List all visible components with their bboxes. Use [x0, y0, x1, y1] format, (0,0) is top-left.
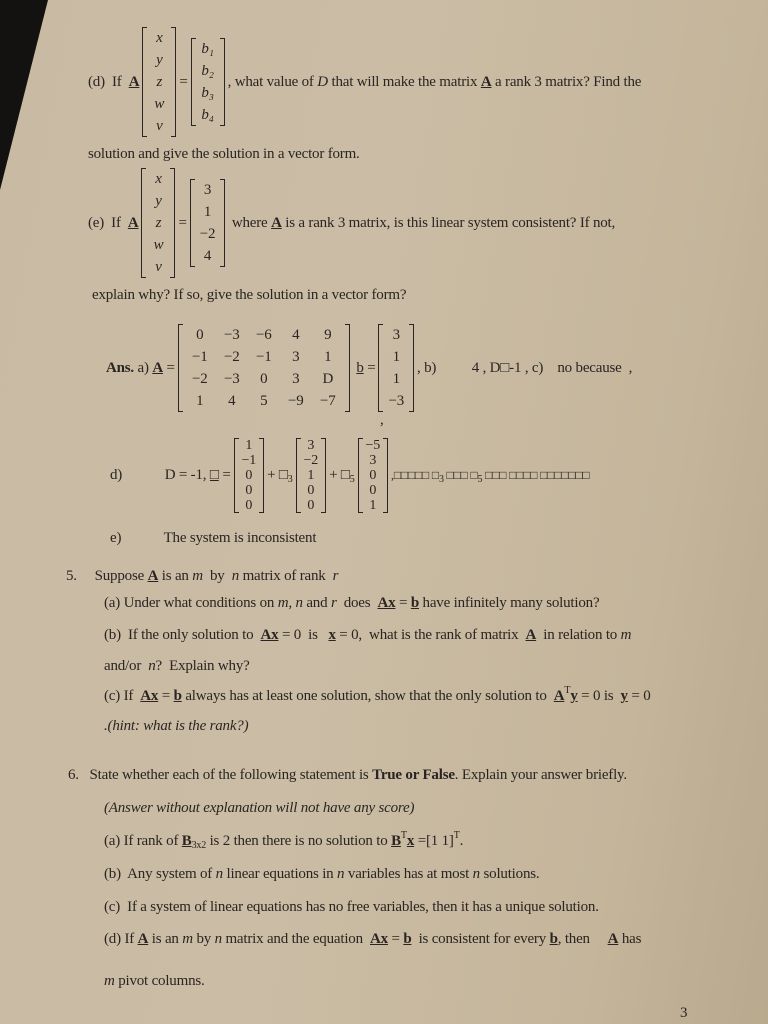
text-segment: 5. Suppose: [66, 568, 148, 584]
text-segment: that will make the matrix: [327, 73, 481, 90]
matrix-cell: w: [153, 237, 164, 253]
matrix-cell: w: [154, 96, 165, 112]
text-segment: has: [618, 931, 642, 947]
matrix-row: [197, 38, 219, 60]
matrix-cell: z: [155, 215, 162, 231]
matrix-row: [196, 245, 220, 267]
text-segment: A: [525, 627, 537, 643]
text-segment: , what value of: [227, 73, 318, 90]
matrix-row: [240, 438, 259, 453]
text-segment: □: [209, 467, 219, 483]
matrix-cell: 1: [369, 498, 377, 513]
matrix-cell: 5: [260, 393, 268, 409]
text-segment: + □: [267, 467, 288, 483]
text-segment: (e) If: [88, 214, 128, 231]
text-segment: 5: [349, 474, 355, 485]
answer-comma: [380, 412, 384, 429]
text-segment: b: [356, 359, 364, 376]
text-segment: Ax: [370, 931, 388, 947]
text-segment: 5: [477, 474, 483, 485]
question-4d-line-1: [88, 27, 641, 137]
question-6d-line-2: [104, 973, 205, 990]
matrix-cell: −2: [303, 453, 319, 468]
matrix-cell: 0: [245, 468, 253, 483]
matrix-row: [148, 93, 170, 115]
matrix-cell: 1: [196, 393, 204, 409]
question-6b: [104, 866, 539, 883]
text-segment: n: [472, 866, 480, 882]
question-5: [66, 568, 338, 585]
text-segment: Ans.: [106, 359, 134, 376]
matrix-cell: −1: [256, 349, 272, 365]
text-segment: A: [137, 931, 149, 947]
text-segment: x: [328, 627, 336, 643]
matrix-cell: 0: [369, 483, 377, 498]
text-segment: matrix and the equation: [221, 931, 370, 947]
matrix: [295, 438, 328, 513]
matrix: [189, 179, 227, 267]
matrix-row: [364, 453, 383, 468]
matrix-row: [302, 468, 321, 483]
matrix-cell: 3: [292, 371, 300, 387]
text-segment: . Explain your answer briefly.: [454, 767, 627, 783]
text-segment: + □: [329, 467, 350, 483]
text-segment: =: [162, 359, 175, 376]
text-segment: d) D = -1,: [110, 467, 210, 483]
matrix-row: [147, 212, 169, 234]
matrix-cell: b₃: [201, 85, 214, 101]
text-segment: n: [231, 568, 240, 584]
text-segment: y: [570, 688, 578, 704]
text-segment: 6. State whether each of the following statement is: [68, 767, 373, 783]
text-segment: (b) If the only solution to: [104, 627, 261, 643]
matrix-row: [197, 82, 219, 104]
text-segment: =: [387, 931, 404, 947]
question-5b-line-1: [104, 627, 631, 644]
text-segment: is an: [158, 568, 193, 584]
matrix-cell: −2: [199, 226, 216, 242]
matrix-row: [364, 468, 383, 483]
text-segment: B: [181, 833, 192, 849]
text-segment: A: [127, 214, 139, 231]
text-segment: (d) If: [88, 73, 129, 90]
text-segment: (d) If: [104, 931, 138, 947]
question-4e-line-2: [92, 287, 406, 304]
text-segment: T: [400, 830, 407, 841]
text-segment: is an: [148, 931, 183, 947]
matrix-cell: y: [155, 193, 162, 209]
text-segment: .: [459, 833, 464, 849]
matrix-row: [302, 438, 321, 453]
text-segment: (Answer without explanation will not have any score): [104, 800, 415, 816]
text-segment: and: [302, 595, 331, 611]
matrix-cell: −3: [224, 327, 240, 343]
text-segment: =: [178, 214, 187, 231]
matrix-cell: 3: [392, 327, 400, 343]
matrix-row: [184, 346, 344, 368]
matrix-row: [147, 256, 169, 278]
answer-e: [110, 530, 316, 547]
text-segment: where: [228, 214, 272, 231]
text-segment: (c) If: [104, 688, 141, 704]
text-segment: r: [332, 568, 339, 584]
text-segment: =: [395, 595, 411, 611]
text-segment: (a) If rank of: [104, 833, 182, 849]
question-6c: [104, 899, 599, 916]
question-5b-line-2: [104, 658, 250, 675]
text-segment: linear equations in: [222, 866, 338, 882]
matrix-cell: 0: [260, 371, 268, 387]
matrix-cell: −9: [288, 393, 304, 409]
text-segment: b: [403, 931, 412, 947]
matrix-cell: 3: [203, 182, 212, 198]
matrix-row: [148, 49, 170, 71]
text-segment: m: [104, 973, 115, 989]
text-segment: A: [271, 214, 282, 231]
matrix-row: [197, 104, 219, 126]
text-segment: = 0, what is the rank of matrix: [335, 627, 526, 643]
question-6-note: [104, 800, 414, 817]
text-segment: matrix of rank: [239, 568, 333, 584]
matrix-cell: 0: [307, 483, 315, 498]
text-segment: b: [549, 931, 558, 947]
matrix: [190, 38, 226, 126]
matrix-cell: 1: [392, 349, 400, 365]
matrix-row: [364, 483, 383, 498]
text-segment: pivot columns.: [114, 973, 205, 989]
matrix-cell: 3: [369, 453, 377, 468]
matrix-row: [147, 168, 169, 190]
text-segment: n: [148, 658, 156, 674]
matrix-row: [302, 453, 321, 468]
matrix-cell: 4: [228, 393, 236, 409]
matrix-cell: x: [156, 30, 163, 46]
text-segment: A: [480, 73, 492, 90]
text-segment: r: [330, 595, 337, 611]
text-segment: =: [158, 688, 174, 704]
text-segment: Ax: [140, 688, 159, 704]
matrix-row: [384, 390, 408, 412]
question-5c: [104, 685, 651, 705]
question-5a: [104, 595, 599, 612]
text-segment: e) The system is inconsistent: [110, 530, 317, 546]
matrix-cell: 0: [369, 468, 377, 483]
question-6a: [104, 830, 464, 851]
matrix-cell: 3: [307, 438, 315, 453]
text-segment: =: [179, 73, 188, 90]
text-segment: Ax: [377, 595, 396, 611]
text-segment: 3: [287, 474, 293, 485]
answer-d: [110, 438, 589, 513]
text-segment: have infinitely many solution?: [418, 595, 600, 611]
text-segment: B: [391, 833, 401, 849]
text-segment: (b) Any system of: [104, 866, 216, 882]
matrix-row: [148, 27, 170, 49]
matrix-cell: v: [156, 118, 163, 134]
matrix-row: [148, 71, 170, 93]
matrix-row: [240, 453, 259, 468]
text-segment: (a) Under what conditions on: [104, 595, 278, 611]
text-segment: = 0 is: [577, 688, 621, 704]
text-segment: =: [363, 359, 376, 376]
page-number: [680, 1005, 687, 1022]
text-segment: n: [215, 866, 223, 882]
matrix-cell: 0: [245, 498, 253, 513]
text-segment: is a rank 3 matrix, is this linear system consistent? If not,: [281, 214, 616, 231]
text-segment: True or False: [372, 767, 455, 783]
matrix-cell: 1: [203, 204, 212, 220]
text-segment: m: [192, 568, 203, 584]
text-segment: b: [410, 595, 419, 611]
matrix-cell: −3: [388, 393, 405, 409]
matrix-row: [196, 223, 220, 245]
matrix-cell: −2: [192, 371, 208, 387]
matrix-cell: 0: [196, 327, 204, 343]
matrix-cell: 4: [292, 327, 300, 343]
matrix-cell: z: [156, 74, 163, 90]
text-segment: m: [620, 627, 632, 643]
question-6: [68, 767, 627, 784]
matrix-cell: D: [322, 371, 334, 387]
text-segment: , b) 4 , D□-1 , c) no because ,: [417, 359, 633, 376]
matrix-row: [184, 368, 344, 390]
matrix-row: [184, 324, 344, 346]
text-segment: A: [147, 568, 159, 584]
text-segment: in relation to: [536, 627, 621, 643]
text-segment: 3x2: [191, 840, 207, 851]
matrix-row: [384, 346, 408, 368]
text-segment: 3: [680, 1005, 688, 1021]
matrix-cell: −7: [320, 393, 336, 409]
text-segment: (c) If a system of linear equations has no free variables, then it has a unique solution.: [104, 899, 599, 915]
matrix: [177, 324, 351, 412]
text-segment: =: [218, 467, 231, 483]
text-segment: always has at least one solution, show that the only solution to: [181, 688, 554, 704]
matrix-row: [384, 368, 408, 390]
matrix-cell: b₄: [201, 107, 214, 123]
matrix-cell: x: [155, 171, 162, 187]
text-segment: does: [336, 595, 378, 611]
question-4e-line-1: [88, 168, 615, 278]
text-segment: explain why? If so, give the solution in a vector form?: [92, 287, 407, 303]
text-segment: = 0 is: [278, 627, 329, 643]
text-segment: by: [192, 931, 215, 947]
text-segment: ,□□□□□ □: [391, 468, 439, 482]
matrix-cell: 0: [245, 483, 253, 498]
text-segment: y: [620, 688, 628, 704]
text-segment: n: [337, 866, 345, 882]
text-segment: a): [133, 359, 153, 376]
text-segment: , then: [557, 931, 608, 947]
matrix-row: [148, 115, 170, 137]
matrix-row: [147, 234, 169, 256]
matrix-row: [364, 438, 383, 453]
matrix-cell: 1: [307, 468, 315, 483]
matrix-cell: 1: [324, 349, 332, 365]
text-segment: ? Explain why?: [155, 658, 250, 674]
matrix-cell: 4: [203, 248, 212, 264]
matrix-cell: 0: [307, 498, 315, 513]
matrix: [377, 324, 415, 412]
matrix-row: [302, 498, 321, 513]
matrix-cell: −6: [256, 327, 272, 343]
text-segment: □□□ □□□□ □□□□□□□: [482, 468, 590, 482]
matrix-row: [302, 483, 321, 498]
question-6d-line-1: [104, 931, 641, 948]
matrix-cell: 3: [292, 349, 300, 365]
matrix-row: [184, 390, 344, 412]
matrix-cell: b₂: [201, 63, 214, 79]
matrix-cell: −3: [224, 371, 240, 387]
matrix: [141, 27, 177, 137]
text-segment: variables has at most: [344, 866, 473, 882]
matrix: [357, 438, 390, 513]
matrix-row: [196, 179, 220, 201]
text-segment: = 0: [627, 688, 651, 704]
matrix-row: [364, 498, 383, 513]
text-segment: D: [317, 73, 328, 90]
matrix-cell: −1: [192, 349, 208, 365]
text-segment: n: [214, 931, 222, 947]
matrix-cell: y: [156, 52, 163, 68]
text-segment: is 2 then there is no solution to: [206, 833, 392, 849]
text-segment: a rank 3 matrix? Find the: [491, 73, 642, 90]
text-segment: =[1 1]: [414, 833, 454, 849]
matrix-cell: −1: [241, 453, 257, 468]
matrix-row: [240, 498, 259, 513]
photo-dark-corner: [0, 0, 48, 190]
text-segment: A: [607, 931, 619, 947]
text-segment: m: [182, 931, 193, 947]
text-segment: A: [152, 359, 163, 376]
matrix-cell: 1: [392, 371, 400, 387]
text-segment: m, n: [277, 595, 303, 611]
text-segment: ,: [380, 412, 384, 428]
answer-a-b-c: [106, 324, 632, 412]
matrix-cell: −2: [224, 349, 240, 365]
text-segment: T: [564, 685, 571, 696]
matrix-row: [147, 190, 169, 212]
text-segment: by: [202, 568, 232, 584]
text-segment: x: [406, 833, 415, 849]
text-segment: and/or: [104, 658, 149, 674]
text-segment: is consistent for every: [411, 931, 550, 947]
text-segment: A: [553, 688, 565, 704]
text-segment: Ax: [260, 627, 279, 643]
question-5c-hint: [104, 718, 248, 735]
matrix-cell: −5: [365, 438, 381, 453]
text-segment: b: [173, 688, 182, 704]
matrix: [140, 168, 176, 278]
text-segment: .(hint: what is the rank?): [104, 718, 249, 734]
matrix-row: [196, 201, 220, 223]
matrix-cell: b₁: [201, 41, 214, 57]
matrix: [233, 438, 266, 513]
text-segment: solution and give the solution in a vector form.: [88, 146, 360, 162]
text-segment: □□□ □: [443, 468, 478, 482]
matrix-row: [197, 60, 219, 82]
matrix-row: [240, 468, 259, 483]
matrix-row: [240, 483, 259, 498]
text-segment: T: [453, 830, 460, 841]
matrix-cell: 1: [245, 438, 253, 453]
text-segment: A: [128, 73, 140, 90]
text-segment: 3: [438, 474, 444, 485]
matrix-row: [384, 324, 408, 346]
matrix-cell: 9: [324, 327, 332, 343]
matrix-cell: v: [155, 259, 162, 275]
text-segment: solutions.: [479, 866, 540, 882]
question-4d-line-2: [88, 146, 360, 163]
